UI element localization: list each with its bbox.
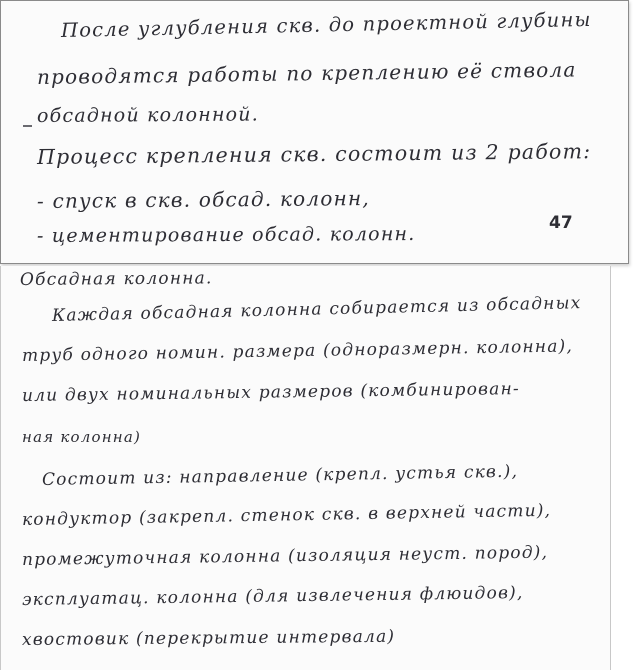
handwritten-line-11: Состоит из: направление (крепл. устья скв.), [41,461,519,490]
handwritten-line-14: эксплуатац. колонна (для извлечения флюидов), [21,582,524,610]
handwritten-line-3: обсадной колонной. [36,103,260,127]
margin-mark [23,125,32,127]
handwritten-line-13: промежуточная колонна (изоляция неуст. пород), [21,542,549,570]
handwritten-line-1: После углубления скв. до проектной глубины [60,7,592,42]
handwritten-line-2: проводятся работы по креплению её ствола [36,57,577,89]
handwritten-line-10: ная колонна) [22,428,142,446]
notebook-page-top [0,0,629,264]
handwritten-line-5: - спуск в скв. обсад. колонн, [36,186,370,213]
handwritten-line-8: труб одного номин. размера (одноразмерн. колонна), [21,336,574,366]
handwritten-heading: Обсадная колонна. [19,268,213,290]
handwritten-line-7: Каждая обсадная колонна собирается из обсадных [51,293,582,326]
handwritten-line-15: хвостовик (перекрытие интервала) [21,626,396,650]
handwritten-line-12: кондуктор (закрепл. стенок скв. в верхней части), [21,500,552,530]
page-number: 47 [549,213,573,233]
handwritten-line-4: Процесс крепления скв. состоит из 2 работ: [36,139,592,169]
handwritten-line-6: - цементирование обсад. колонн. [36,223,416,247]
handwritten-line-9: или двух номинальных размеров (комбинирован- [21,379,520,406]
